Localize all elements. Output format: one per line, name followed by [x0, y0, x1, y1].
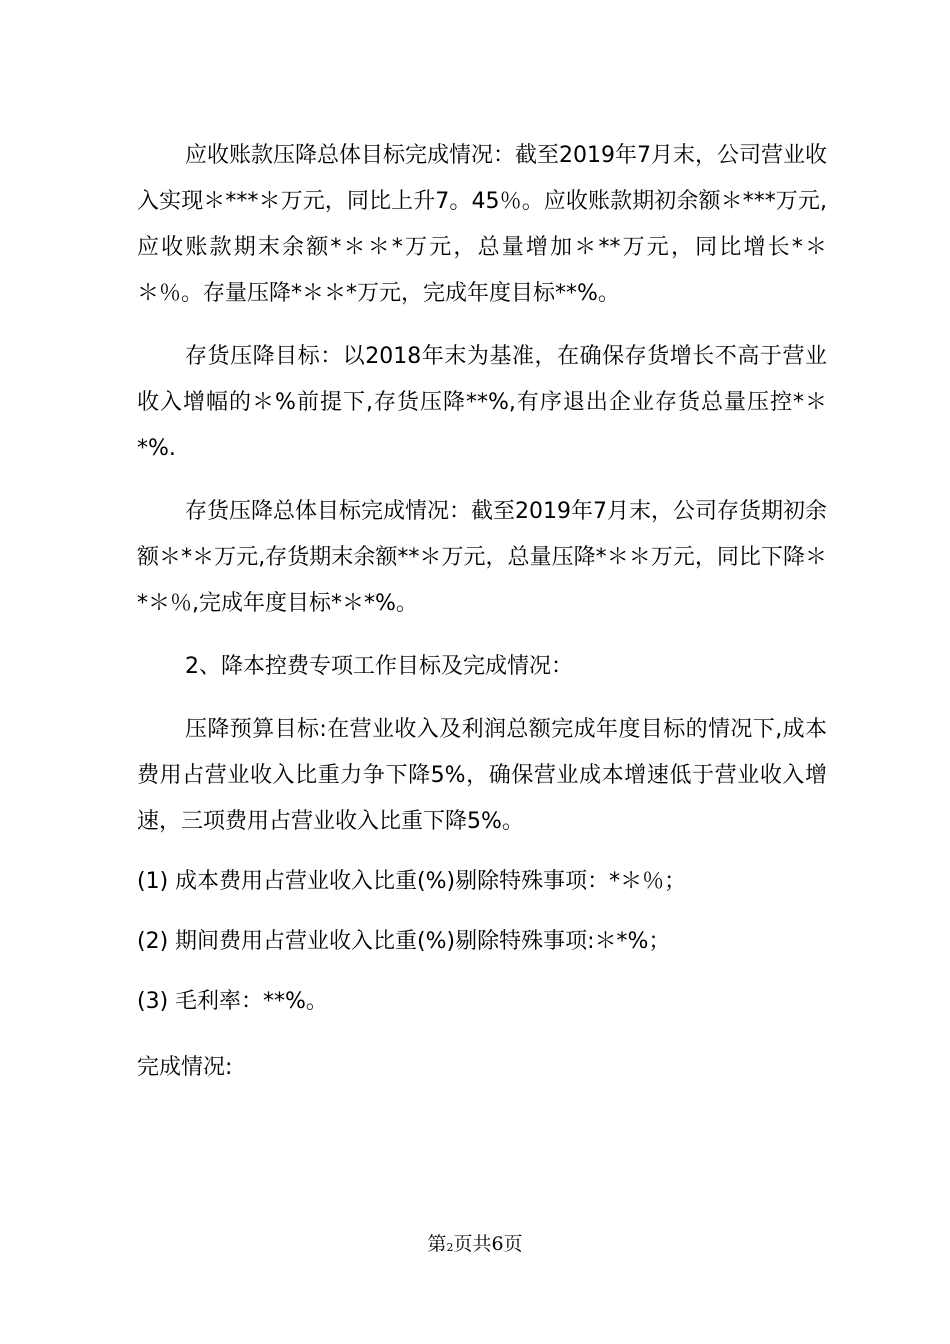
list-item-number: (3)	[137, 989, 169, 1014]
footer-prefix: 第	[427, 1233, 447, 1255]
list-item-text: 成本费用占营业收入比重(%)剔除特殊事项：*＊％；	[175, 869, 687, 894]
section-heading-cost-control: 2、降本控费专项工作目标及完成情况：	[185, 654, 573, 679]
paragraph-inventory-target: 存货压降目标：以2018年末为基准，在确保存货增长不高于营业收入增幅的＊%前提下,存货压降**%,有序退出企业存货总量压控*＊*%.	[137, 344, 827, 461]
paragraph-inventory-completion: 存货压降总体目标完成情况：截至2019年7月末，公司存货期初余额＊*＊万元,存货期末余额**＊万元，总量压降*＊＊万元，同比下降＊*＊％,完成年度目标*＊*%。	[137, 499, 827, 616]
completion-label: 完成情况:	[137, 1055, 233, 1080]
list-item-text: 期间费用占营业收入比重(%)剔除特殊事项:＊*%；	[175, 929, 671, 954]
footer-total-pages: 6	[491, 1233, 504, 1255]
footer-middle: 页共	[453, 1233, 492, 1255]
list-item-text: 毛利率：**%。	[175, 989, 328, 1014]
footer-current-page: 2	[446, 1241, 454, 1254]
list-item-number: (1)	[137, 869, 169, 894]
page-footer	[0, 1230, 950, 1262]
list-item-number: (2)	[137, 929, 169, 954]
document-body	[137, 133, 827, 1091]
list-item	[137, 979, 827, 1025]
list-item	[137, 919, 827, 965]
list-item	[137, 859, 827, 905]
footer-suffix: 页	[503, 1233, 523, 1255]
paragraph-budget-target: 压降预算目标:在营业收入及利润总额完成年度目标的情况下,成本费用占营业收入比重力争下降5%，确保营业成本增速低于营业收入增速，三项费用占营业收入比重下降5%。	[137, 717, 827, 834]
paragraph-receivables-completion: 应收账款压降总体目标完成情况：截至2019年7月末，公司营业收入实现＊***＊万元，同比上升7。45％。应收账款期初余额＊***万元,应收账款期末余额*＊＊*万元，总量增加＊**万元，同比增长*＊＊％。存量压降*＊＊*万元，完成年度目标**%。	[137, 143, 827, 306]
